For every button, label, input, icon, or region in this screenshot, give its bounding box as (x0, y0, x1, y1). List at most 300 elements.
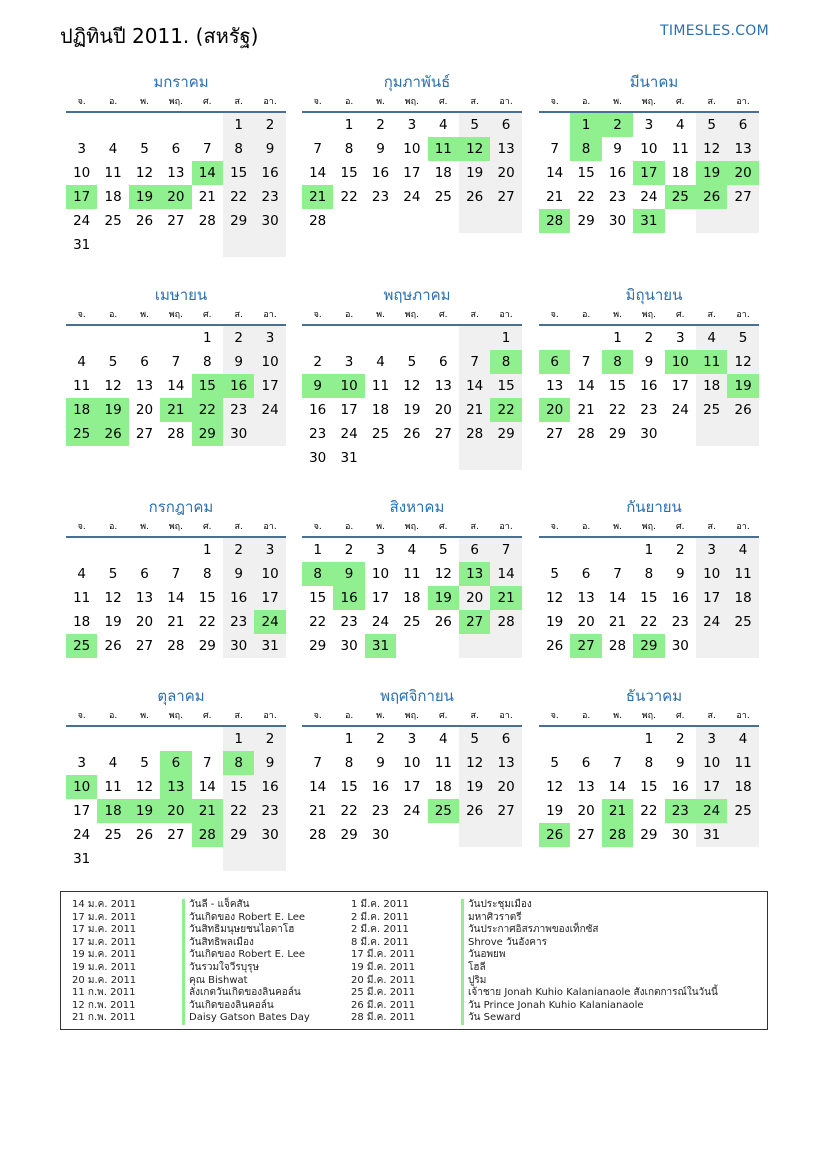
holiday-day-cell[interactable]: 19 (129, 185, 160, 209)
day-cell[interactable]: 1 (344, 731, 354, 747)
day-cell[interactable]: 23 (371, 803, 390, 819)
day-cell[interactable]: 1 (644, 542, 654, 558)
day-cell[interactable]: 12 (135, 165, 154, 181)
day-cell[interactable]: 8 (644, 566, 654, 582)
day-cell[interactable]: 13 (577, 590, 595, 606)
day-cell[interactable]: 14 (309, 165, 327, 181)
day-cell[interactable]: 14 (167, 590, 185, 606)
day-cell[interactable]: 5 (140, 141, 149, 157)
day-cell[interactable]: 18 (434, 165, 452, 181)
day-cell[interactable]: 17 (696, 775, 727, 799)
day-cell[interactable]: 25 (371, 426, 390, 442)
day-cell[interactable]: 26 (434, 614, 452, 630)
holiday-day-cell[interactable]: 24 (696, 799, 727, 823)
day-cell[interactable]: 13 (135, 378, 154, 394)
day-cell[interactable]: 25 (696, 398, 727, 422)
day-cell[interactable]: 17 (371, 590, 390, 606)
day-cell[interactable]: 18 (371, 402, 390, 418)
day-cell[interactable]: 29 (577, 213, 595, 229)
day-cell[interactable]: 17 (403, 779, 421, 795)
day-cell[interactable]: 5 (438, 542, 448, 558)
holiday-day-cell[interactable]: 17 (633, 161, 664, 185)
day-cell[interactable]: 2 (254, 113, 285, 137)
day-cell[interactable]: 3 (407, 117, 417, 133)
day-cell[interactable]: 24 (73, 827, 91, 843)
day-cell[interactable]: 11 (371, 378, 390, 394)
day-cell[interactable]: 3 (344, 354, 354, 370)
day-cell[interactable]: 7 (490, 538, 521, 562)
day-cell[interactable]: 6 (171, 141, 181, 157)
day-cell[interactable]: 16 (671, 779, 689, 795)
day-cell[interactable]: 17 (403, 165, 421, 181)
day-cell[interactable]: 22 (577, 189, 595, 205)
holiday-day-cell[interactable]: 10 (66, 775, 97, 799)
day-cell[interactable]: 29 (640, 827, 658, 843)
day-cell[interactable]: 21 (198, 189, 216, 205)
day-cell[interactable]: 3 (376, 542, 385, 558)
day-cell[interactable]: 12 (104, 378, 122, 394)
day-cell[interactable]: 9 (675, 755, 685, 771)
day-cell[interactable]: 4 (376, 354, 385, 370)
day-cell[interactable]: 10 (696, 751, 727, 775)
day-cell[interactable]: 6 (140, 566, 149, 582)
holiday-day-cell[interactable]: 8 (490, 350, 521, 374)
day-cell[interactable]: 29 (490, 422, 521, 446)
day-cell[interactable]: 8 (344, 141, 354, 157)
day-cell[interactable]: 31 (340, 450, 358, 466)
day-cell[interactable]: 15 (577, 165, 595, 181)
holiday-day-cell[interactable]: 25 (428, 799, 459, 823)
day-cell[interactable]: 2 (376, 117, 385, 133)
day-cell[interactable]: 4 (77, 566, 86, 582)
day-cell[interactable]: 28 (167, 638, 185, 654)
day-cell[interactable]: 14 (546, 165, 564, 181)
day-cell[interactable]: 12 (727, 350, 758, 374)
day-cell[interactable]: 26 (403, 426, 421, 442)
day-cell[interactable]: 22 (340, 189, 358, 205)
holiday-day-cell[interactable]: 27 (570, 634, 601, 658)
holiday-day-cell[interactable]: 24 (254, 610, 285, 634)
day-cell[interactable]: 20 (135, 402, 154, 418)
day-cell[interactable]: 5 (407, 354, 417, 370)
holiday-day-cell[interactable]: 31 (633, 209, 664, 233)
day-cell[interactable]: 16 (671, 590, 689, 606)
day-cell[interactable]: 3 (77, 755, 86, 771)
day-cell[interactable]: 16 (371, 165, 390, 181)
holiday-day-cell[interactable]: 16 (333, 586, 364, 610)
day-cell[interactable]: 30 (223, 422, 254, 446)
day-cell[interactable]: 11 (671, 141, 689, 157)
day-cell[interactable]: 7 (613, 755, 622, 771)
holiday-day-cell[interactable]: 25 (665, 185, 696, 209)
day-cell[interactable]: 30 (371, 827, 390, 843)
day-cell[interactable]: 7 (313, 141, 322, 157)
day-cell[interactable]: 7 (171, 566, 181, 582)
day-cell[interactable]: 4 (108, 755, 118, 771)
day-cell[interactable]: 28 (608, 638, 627, 654)
day-cell[interactable]: 22 (340, 803, 358, 819)
holiday-day-cell[interactable]: 13 (160, 775, 191, 799)
day-cell[interactable]: 12 (434, 566, 452, 582)
day-cell[interactable]: 6 (581, 566, 591, 582)
holiday-day-cell[interactable]: 29 (633, 634, 664, 658)
day-cell[interactable]: 23 (640, 402, 658, 418)
day-cell[interactable]: 15 (340, 779, 358, 795)
day-cell[interactable]: 21 (459, 398, 490, 422)
day-cell[interactable]: 9 (376, 141, 385, 157)
day-cell[interactable]: 21 (167, 614, 185, 630)
day-cell[interactable]: 1 (313, 542, 322, 558)
day-cell[interactable]: 20 (135, 614, 154, 630)
day-cell[interactable]: 15 (640, 779, 658, 795)
day-cell[interactable]: 8 (202, 566, 212, 582)
day-cell[interactable]: 27 (135, 638, 154, 654)
day-cell[interactable]: 1 (344, 117, 354, 133)
day-cell[interactable]: 2 (344, 542, 354, 558)
day-cell[interactable]: 25 (727, 610, 758, 634)
day-cell[interactable]: 19 (403, 402, 421, 418)
day-cell[interactable]: 21 (608, 614, 627, 630)
holiday-day-cell[interactable]: 18 (66, 398, 97, 422)
day-cell[interactable]: 4 (438, 731, 448, 747)
day-cell[interactable]: 3 (675, 330, 685, 346)
day-cell[interactable]: 5 (550, 755, 559, 771)
day-cell[interactable]: 14 (490, 562, 521, 586)
day-cell[interactable]: 31 (73, 237, 91, 253)
holiday-day-cell[interactable]: 9 (302, 374, 333, 398)
day-cell[interactable]: 12 (403, 378, 421, 394)
holiday-day-cell[interactable]: 22 (192, 398, 223, 422)
day-cell[interactable]: 9 (254, 137, 285, 161)
day-cell[interactable]: 5 (459, 113, 490, 137)
holiday-day-cell[interactable]: 14 (192, 161, 223, 185)
day-cell[interactable]: 23 (223, 610, 254, 634)
day-cell[interactable]: 22 (640, 614, 658, 630)
day-cell[interactable]: 26 (104, 638, 122, 654)
day-cell[interactable]: 2 (223, 538, 254, 562)
day-cell[interactable]: 7 (581, 354, 591, 370)
day-cell[interactable]: 29 (223, 209, 254, 233)
day-cell[interactable]: 27 (167, 827, 185, 843)
day-cell[interactable]: 4 (108, 141, 118, 157)
day-cell[interactable]: 12 (546, 779, 564, 795)
holiday-day-cell[interactable]: 13 (459, 562, 490, 586)
holiday-day-cell[interactable]: 16 (223, 374, 254, 398)
day-cell[interactable]: 4 (438, 117, 448, 133)
day-cell[interactable]: 4 (407, 542, 417, 558)
day-cell[interactable]: 13 (490, 137, 521, 161)
day-cell[interactable]: 2 (376, 731, 385, 747)
day-cell[interactable]: 23 (309, 426, 327, 442)
holiday-day-cell[interactable]: 18 (97, 799, 128, 823)
day-cell[interactable]: 29 (223, 823, 254, 847)
holiday-day-cell[interactable]: 6 (539, 350, 570, 374)
day-cell[interactable]: 3 (644, 117, 654, 133)
day-cell[interactable]: 11 (104, 165, 122, 181)
day-cell[interactable]: 18 (727, 586, 758, 610)
day-cell[interactable]: 17 (254, 374, 285, 398)
day-cell[interactable]: 29 (198, 638, 216, 654)
day-cell[interactable]: 10 (371, 566, 390, 582)
day-cell[interactable]: 10 (254, 350, 285, 374)
day-cell[interactable]: 25 (727, 799, 758, 823)
day-cell[interactable]: 9 (613, 141, 622, 157)
day-cell[interactable]: 27 (577, 827, 595, 843)
day-cell[interactable]: 27 (135, 426, 154, 442)
holiday-day-cell[interactable]: 10 (665, 350, 696, 374)
holiday-day-cell[interactable]: 20 (160, 799, 191, 823)
day-cell[interactable]: 22 (223, 799, 254, 823)
day-cell[interactable]: 18 (434, 779, 452, 795)
day-cell[interactable]: 16 (309, 402, 327, 418)
day-cell[interactable]: 20 (459, 586, 490, 610)
day-cell[interactable]: 2 (223, 326, 254, 350)
holiday-day-cell[interactable]: 21 (490, 586, 521, 610)
day-cell[interactable]: 19 (459, 775, 490, 799)
day-cell[interactable]: 4 (696, 326, 727, 350)
day-cell[interactable]: 14 (577, 378, 595, 394)
day-cell[interactable]: 2 (675, 542, 685, 558)
day-cell[interactable]: 22 (608, 402, 627, 418)
day-cell[interactable]: 28 (167, 426, 185, 442)
day-cell[interactable]: 31 (696, 823, 727, 847)
day-cell[interactable]: 24 (254, 398, 285, 422)
day-cell[interactable]: 7 (171, 354, 181, 370)
day-cell[interactable]: 18 (727, 775, 758, 799)
day-cell[interactable]: 15 (640, 590, 658, 606)
day-cell[interactable]: 24 (640, 189, 658, 205)
day-cell[interactable]: 23 (671, 614, 689, 630)
holiday-day-cell[interactable]: 19 (727, 374, 758, 398)
day-cell[interactable]: 2 (675, 731, 685, 747)
day-cell[interactable]: 13 (135, 590, 154, 606)
day-cell[interactable]: 20 (577, 614, 595, 630)
day-cell[interactable]: 16 (223, 586, 254, 610)
day-cell[interactable]: 11 (104, 779, 122, 795)
day-cell[interactable]: 11 (727, 751, 758, 775)
day-cell[interactable]: 25 (403, 614, 421, 630)
day-cell[interactable]: 7 (459, 350, 490, 374)
day-cell[interactable]: 24 (671, 402, 689, 418)
day-cell[interactable]: 4 (727, 727, 758, 751)
day-cell[interactable]: 11 (727, 562, 758, 586)
day-cell[interactable]: 5 (696, 113, 727, 137)
day-cell[interactable]: 5 (108, 566, 118, 582)
day-cell[interactable]: 27 (546, 426, 564, 442)
day-cell[interactable]: 20 (490, 161, 521, 185)
day-cell[interactable]: 22 (198, 614, 216, 630)
day-cell[interactable]: 9 (254, 751, 285, 775)
day-cell[interactable]: 30 (608, 213, 627, 229)
day-cell[interactable]: 1 (490, 326, 521, 350)
holiday-day-cell[interactable]: 21 (602, 799, 633, 823)
day-cell[interactable]: 10 (254, 562, 285, 586)
day-cell[interactable]: 1 (613, 330, 622, 346)
holiday-day-cell[interactable]: 12 (459, 137, 490, 161)
holiday-day-cell[interactable]: 19 (696, 161, 727, 185)
day-cell[interactable]: 18 (671, 165, 689, 181)
day-cell[interactable]: 17 (671, 378, 689, 394)
day-cell[interactable]: 6 (727, 113, 758, 137)
day-cell[interactable]: 16 (608, 165, 627, 181)
day-cell[interactable]: 24 (340, 426, 358, 442)
holiday-day-cell[interactable]: 21 (160, 398, 191, 422)
day-cell[interactable]: 19 (546, 614, 564, 630)
day-cell[interactable]: 28 (198, 213, 216, 229)
day-cell[interactable]: 21 (546, 189, 564, 205)
holiday-day-cell[interactable]: 28 (602, 823, 633, 847)
day-cell[interactable]: 31 (254, 634, 285, 658)
day-cell[interactable]: 18 (104, 189, 122, 205)
day-cell[interactable]: 3 (407, 731, 417, 747)
day-cell[interactable]: 18 (696, 374, 727, 398)
day-cell[interactable]: 30 (309, 450, 327, 466)
day-cell[interactable]: 15 (608, 378, 627, 394)
day-cell[interactable]: 8 (644, 755, 654, 771)
day-cell[interactable]: 24 (403, 189, 421, 205)
day-cell[interactable]: 29 (309, 638, 327, 654)
day-cell[interactable]: 16 (371, 779, 390, 795)
day-cell[interactable]: 22 (223, 185, 254, 209)
day-cell[interactable]: 6 (140, 354, 149, 370)
day-cell[interactable]: 6 (490, 727, 521, 751)
day-cell[interactable]: 2 (254, 727, 285, 751)
day-cell[interactable]: 20 (490, 775, 521, 799)
day-cell[interactable]: 28 (490, 610, 521, 634)
day-cell[interactable]: 9 (223, 562, 254, 586)
day-cell[interactable]: 12 (459, 751, 490, 775)
day-cell[interactable]: 6 (490, 113, 521, 137)
brand-link[interactable]: TIMESLES.COM (660, 23, 769, 39)
day-cell[interactable]: 2 (644, 330, 654, 346)
day-cell[interactable]: 20 (577, 803, 595, 819)
day-cell[interactable]: 27 (434, 426, 452, 442)
day-cell[interactable]: 23 (254, 185, 285, 209)
day-cell[interactable]: 11 (403, 566, 421, 582)
holiday-day-cell[interactable]: 8 (302, 562, 333, 586)
day-cell[interactable]: 3 (696, 538, 727, 562)
day-cell[interactable]: 24 (696, 610, 727, 634)
holiday-day-cell[interactable]: 29 (192, 422, 223, 446)
day-cell[interactable]: 23 (223, 398, 254, 422)
day-cell[interactable]: 26 (459, 799, 490, 823)
holiday-day-cell[interactable]: 19 (129, 799, 160, 823)
day-cell[interactable]: 15 (223, 161, 254, 185)
day-cell[interactable]: 24 (73, 213, 91, 229)
holiday-day-cell[interactable]: 20 (539, 398, 570, 422)
holiday-day-cell[interactable]: 26 (97, 422, 128, 446)
day-cell[interactable]: 16 (640, 378, 658, 394)
day-cell[interactable]: 15 (198, 590, 216, 606)
day-cell[interactable]: 8 (202, 354, 212, 370)
holiday-day-cell[interactable]: 8 (602, 350, 633, 374)
day-cell[interactable]: 28 (577, 426, 595, 442)
holiday-day-cell[interactable]: 2 (602, 113, 633, 137)
day-cell[interactable]: 26 (727, 398, 758, 422)
day-cell[interactable]: 21 (577, 402, 595, 418)
day-cell[interactable]: 9 (223, 350, 254, 374)
holiday-day-cell[interactable]: 20 (160, 185, 191, 209)
holiday-day-cell[interactable]: 31 (365, 634, 396, 658)
day-cell[interactable]: 1 (223, 113, 254, 137)
holiday-day-cell[interactable]: 1 (570, 113, 601, 137)
day-cell[interactable]: 1 (644, 731, 654, 747)
day-cell[interactable]: 11 (73, 590, 91, 606)
holiday-day-cell[interactable]: 28 (539, 209, 570, 233)
day-cell[interactable]: 1 (202, 330, 212, 346)
day-cell[interactable]: 21 (309, 803, 327, 819)
day-cell[interactable]: 7 (202, 755, 212, 771)
holiday-day-cell[interactable]: 26 (696, 185, 727, 209)
day-cell[interactable]: 30 (340, 638, 358, 654)
day-cell[interactable]: 1 (202, 542, 212, 558)
holiday-day-cell[interactable]: 15 (192, 374, 223, 398)
day-cell[interactable]: 13 (490, 751, 521, 775)
day-cell[interactable]: 5 (727, 326, 758, 350)
holiday-day-cell[interactable]: 20 (727, 161, 758, 185)
day-cell[interactable]: 19 (104, 614, 122, 630)
day-cell[interactable]: 20 (434, 402, 452, 418)
day-cell[interactable]: 18 (73, 614, 91, 630)
day-cell[interactable]: 22 (309, 614, 327, 630)
day-cell[interactable]: 3 (254, 326, 285, 350)
day-cell[interactable]: 4 (675, 117, 685, 133)
day-cell[interactable]: 3 (77, 141, 86, 157)
holiday-day-cell[interactable]: 11 (428, 137, 459, 161)
day-cell[interactable]: 25 (434, 189, 452, 205)
day-cell[interactable]: 27 (490, 185, 521, 209)
day-cell[interactable]: 12 (696, 137, 727, 161)
day-cell[interactable]: 31 (73, 851, 91, 867)
day-cell[interactable]: 8 (223, 137, 254, 161)
holiday-day-cell[interactable]: 17 (66, 185, 97, 209)
day-cell[interactable]: 23 (254, 799, 285, 823)
day-cell[interactable]: 23 (340, 614, 358, 630)
day-cell[interactable]: 30 (671, 638, 689, 654)
day-cell[interactable]: 28 (309, 827, 327, 843)
holiday-day-cell[interactable]: 8 (223, 751, 254, 775)
day-cell[interactable]: 12 (135, 779, 154, 795)
day-cell[interactable]: 2 (313, 354, 322, 370)
day-cell[interactable]: 13 (434, 378, 452, 394)
day-cell[interactable]: 9 (644, 354, 654, 370)
day-cell[interactable]: 16 (254, 161, 285, 185)
day-cell[interactable]: 14 (167, 378, 185, 394)
day-cell[interactable]: 27 (167, 213, 185, 229)
holiday-day-cell[interactable]: 28 (192, 823, 223, 847)
day-cell[interactable]: 5 (550, 566, 559, 582)
holiday-day-cell[interactable]: 27 (459, 610, 490, 634)
day-cell[interactable]: 3 (696, 727, 727, 751)
day-cell[interactable]: 14 (459, 374, 490, 398)
day-cell[interactable]: 10 (403, 141, 421, 157)
day-cell[interactable]: 30 (254, 209, 285, 233)
holiday-day-cell[interactable]: 22 (490, 398, 521, 422)
day-cell[interactable]: 15 (340, 165, 358, 181)
day-cell[interactable]: 5 (459, 727, 490, 751)
day-cell[interactable]: 30 (671, 827, 689, 843)
day-cell[interactable]: 6 (438, 354, 448, 370)
day-cell[interactable]: 4 (77, 354, 86, 370)
day-cell[interactable]: 13 (577, 779, 595, 795)
day-cell[interactable]: 7 (313, 755, 322, 771)
day-cell[interactable]: 7 (613, 566, 622, 582)
day-cell[interactable]: 18 (403, 590, 421, 606)
day-cell[interactable]: 10 (403, 755, 421, 771)
holiday-day-cell[interactable]: 11 (696, 350, 727, 374)
day-cell[interactable]: 28 (459, 422, 490, 446)
day-cell[interactable]: 1 (223, 727, 254, 751)
